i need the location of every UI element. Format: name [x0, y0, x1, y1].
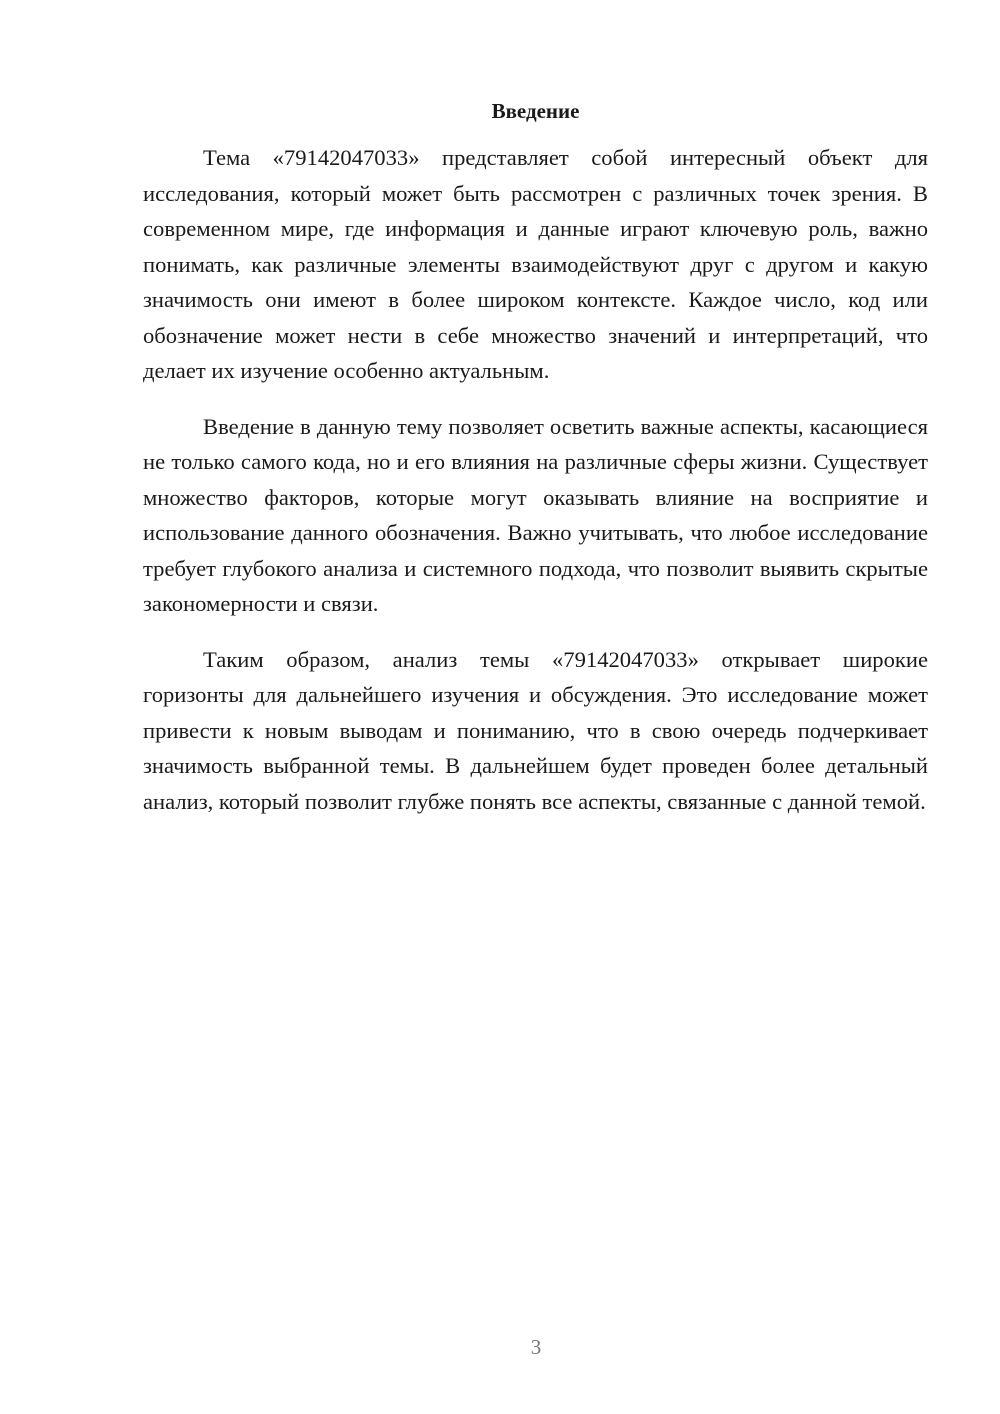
page-content [143, 96, 928, 839]
page-number: 3 [530, 1335, 542, 1359]
paragraph-3: Таким образом, анализ темы «79142047033» открывает широкие горизонты для дальнейшего изучения и обсуждения. Это исследование может привести к новым выводам и пониманию, что в свою очередь подчеркивает значимость выбранной темы. В дальнейшем будет проведен более детальный анализ, который позволит глубже понять все аспекты, связанные с данной темой. [143, 646, 928, 814]
paragraph-2: Введение в данную тему позволяет осветить важные аспекты, касающиеся не только самого кода, но и его влияния на различные сферы жизни. Существует множество факторов, которые могут оказывать влияние на восприятие и использование данного обозначения. Важно учитывать, что любое исследование требует глубокого анализа и системного подхода, что позволит выявить скрытые закономерности и связи. [143, 413, 928, 616]
paragraph-1: Тема «79142047033» представляет собой интересный объект для исследования, который может быть рассмотрен с различных точек зрения. В современном мире, где информация и данные играют ключевую роль, важно понимать, как различные элементы взаимодействуют друг с другом и какую значимость они имеют в более широком контексте. Каждое число, код или обозначение может нести в себе множество значений и интерпретаций, что делает их изучение особенно актуальным. [143, 145, 928, 383]
section-heading: Введение [491, 99, 580, 123]
